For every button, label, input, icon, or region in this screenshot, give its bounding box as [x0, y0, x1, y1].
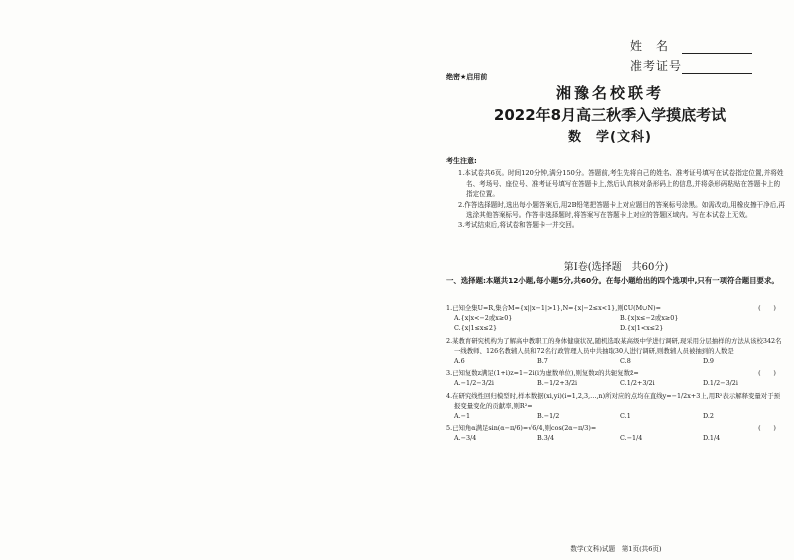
question-options [446, 356, 786, 366]
option-d: D.9 [703, 357, 714, 366]
section-title: 第Ⅰ卷(选择题 共60分) [563, 262, 669, 273]
option-a: A.6 [454, 357, 465, 366]
page-footer: 数学(文科)试题 第1页(共6页) [570, 545, 662, 553]
option-a: A.−1/2−3/2i [454, 379, 494, 388]
title-line-2: 2022年8月高三秋季入学摸底考试 [493, 106, 727, 124]
notice-item-3: 3.考试结束后,将试卷和答题卡一并交回。 [458, 221, 579, 230]
title-line-3: 数 学(文科) [568, 130, 652, 145]
question-options [446, 433, 786, 443]
exam-title [440, 82, 780, 146]
question-options [446, 313, 786, 333]
answer-paren: ( ) [758, 369, 776, 378]
option-d: D.{x|1<x≤2} [620, 324, 664, 333]
notice-item-2: 2.作答选择题时,选出每小题答案后,用2B铅笔把答题卡上对应题目的答案标号涂黑。如需改动,用橡皮擦干净后,再选涂其他答案标号。作答非选择题时,将答案写在答题卡上对应的答题区域内。写在本试卷上无效。 [458, 200, 786, 220]
notice-heading: 考生注意: [446, 157, 477, 165]
id-label: 准考证号 [630, 59, 683, 73]
option-b: B.7 [537, 357, 548, 366]
secret-mark: 绝密★启用前 [446, 73, 488, 81]
name-field-row [630, 34, 752, 54]
question-stem: 4.在研究线性回归模型时,样本数据(xi,yi)(i=1,2,3,…,n)所对应的点均在直线y=−1/2x+3上,用R²表示解释变量对于预报变量变化的贡献率,则R²= [446, 391, 780, 410]
notice-item-1: 1.本试卷共6页。时间120分钟,满分150分。答题前,考生先将自己的姓名、准考证号填写在试卷指定位置,并将姓名、考场号、座位号、准考证号填写在答题卡上,然后认真核对条形码上的信息,并将条形码粘贴在答题卡上的指定位置。 [458, 169, 784, 199]
name-blank [682, 39, 752, 54]
question-stem: 5.已知角α满足sin(α−π/6)=√6/4,则cos(2α−π/3)= [446, 424, 597, 433]
option-d: D.2 [703, 412, 714, 421]
question-list [446, 303, 786, 446]
question-1 [446, 303, 786, 334]
option-c: C.1/2+3/2i [620, 379, 655, 388]
id-field-row [630, 54, 752, 74]
answer-paren: ( ) [758, 424, 776, 433]
option-c: C.1 [620, 412, 631, 421]
option-b: B.3/4 [537, 434, 555, 443]
question-5 [446, 423, 786, 443]
candidate-notice [446, 156, 786, 231]
question-options [446, 378, 786, 388]
question-stem: 3.已知复数z满足(1+i)z=1−2i(i为虚数单位),则复数z的共轭复数z̄= [446, 369, 639, 378]
option-c: C.8 [620, 357, 631, 366]
question-options [446, 411, 786, 421]
question-4 [446, 391, 786, 422]
option-a: A.−3/4 [454, 434, 477, 443]
part-one-text: 一、选择题:本题共12小题,每小题5分,共60分。在每小题给出的四个选项中,只有一项符合题目要求。 [446, 276, 779, 285]
option-a: A.−1 [454, 412, 471, 421]
option-b: B.−1/2 [537, 412, 560, 421]
name-label: 姓 名 [630, 39, 670, 53]
title-line-1: 湘豫名校联考 [555, 84, 664, 102]
part-one-instructions [446, 276, 786, 287]
id-blank [682, 59, 752, 74]
question-stem: 2.某教育研究机构为了解高中教职工的身体健康状况,随机选取某高级中学进行调研,现采用分层抽样的方法从该校342名一线教师、126名教辅人员和72名行政管理人员中共抽取30人进行调研,则教辅人员被抽到的人数是 [446, 336, 782, 355]
question-stem: 1.已知全集U=R,集合M={x||x−1|>1},N={x|−2≤x<1},则∁U(M∪N)= [446, 304, 661, 312]
option-a: A.{x|x<−2或x≥0} [454, 314, 513, 323]
question-2 [446, 336, 786, 367]
option-b: B.{x|x≤−2或x≥0} [620, 314, 679, 323]
option-d: D.1/2−3/2i [703, 379, 738, 388]
answer-paren: ( ) [758, 304, 776, 312]
question-3 [446, 368, 786, 388]
option-d: D.1/4 [703, 434, 721, 443]
option-b: B.−1/2+3/2i [537, 379, 578, 388]
candidate-info [630, 34, 752, 74]
option-c: C.{x|1≤x≤2} [454, 324, 498, 333]
option-c: C.−1/4 [620, 434, 643, 443]
